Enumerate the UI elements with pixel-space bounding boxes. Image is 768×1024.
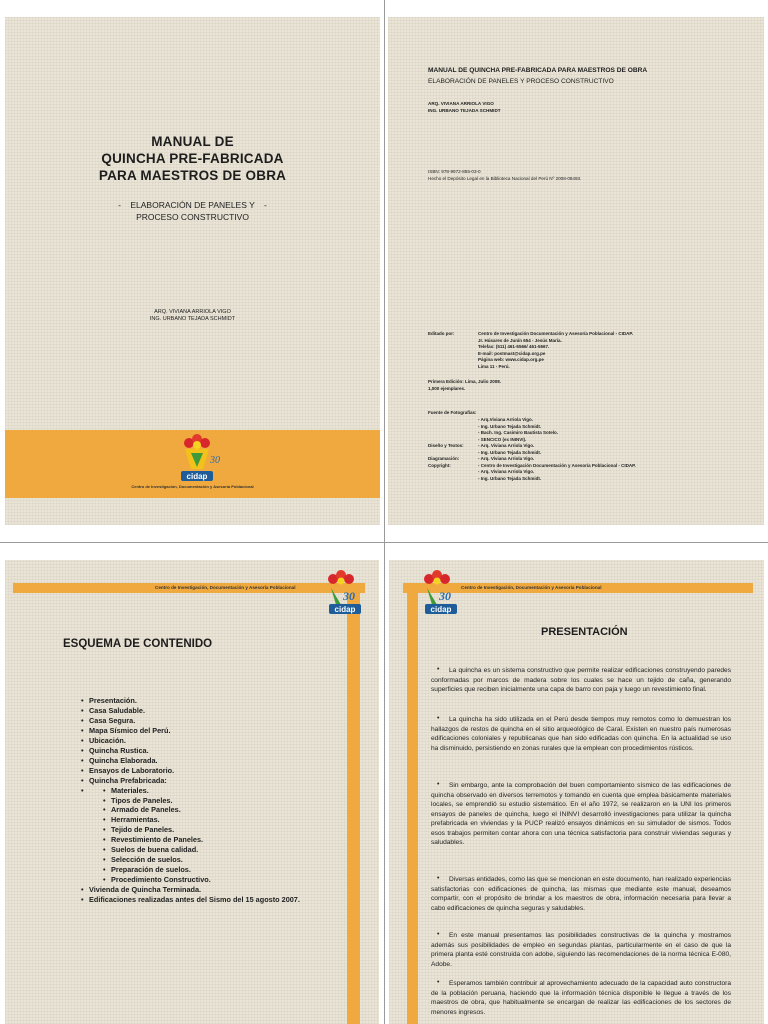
toc-subitem: • Procedimiento Constructivo.	[103, 875, 300, 885]
toc-subitem: • Selección de suelos.	[103, 855, 300, 865]
paragraph-bullet: •	[437, 715, 440, 722]
logo-years: 30	[343, 589, 355, 603]
toc-subitem: • Herramientas.	[103, 815, 300, 825]
toc-page	[5, 560, 379, 1024]
presentation-paragraph: La quincha es un sistema constructivo que permite realizar edificaciones construyendo paredes conformadas por marcos de madera sobre los cuales se hace un tejido de caña, generando superficies que reciben inicialmente una capa de barro con paja y luego un revestimiento final.	[431, 667, 731, 693]
toc-subitem-group	[81, 786, 300, 886]
fuente-label: Fuente de Fotografías:	[428, 410, 477, 415]
credits-title: MANUAL DE QUINCHA PRE-FABRICADA PARA MAESTROS DE OBRA	[428, 67, 648, 74]
presentation-header-text: Centro de Investigación, Documentación y Asesoría Poblacional	[461, 585, 602, 590]
toc-subitem: • Suelos de buena calidad.	[103, 845, 300, 855]
diagramacion-block: - Arq. Viviana Arriola Vigo.	[478, 456, 535, 461]
toc-item: • Ensayos de Laboratorio.	[81, 766, 300, 776]
logo-years: 30	[210, 455, 220, 466]
diseno-block: - Arq. Viviana Arriola Vigo. - Ing. Urbano Tejada Schmidt.	[478, 443, 542, 455]
editado-block: Centro de Investigación Documentación y Asesoría Poblacional - CIDAP. Jr. Húsares de Junín 654 - Jesús María. Telefax: (511) 461-5566/ 461-5567. E-mail: postmast@cidap.org.pe Página web: www.cidap.org.pe Lima 11 - Perú.	[478, 331, 634, 369]
diagramacion-label: Diagramación:	[428, 456, 460, 461]
presentation-title: PRESENTACIÓN	[541, 626, 628, 638]
toc-item: • Mapa Sísmico del Perú.	[81, 726, 300, 736]
page-divider-horizontal	[0, 542, 768, 543]
presentation-page	[389, 560, 764, 1024]
toc-vertical-stripe	[347, 583, 360, 1024]
diseno-label: Diseño y Textos:	[428, 443, 464, 448]
logo-wordmark: cidap	[186, 472, 208, 481]
toc-item: • Edificaciones realizadas antes del Sismo del 15 agosto 2007.	[81, 895, 300, 905]
cover-authors: ARQ. VIVIANA ARRIOLA VIGO ING. URBANO TEJADA SCHMIDT	[149, 309, 236, 322]
toc-subitem: • Preparación de suelos.	[103, 865, 300, 875]
fuente-block: - Arq.Viviana Arriola Vigo. - Ing. Urbano Tejada Schmidt. - Bach. Ing. Casimiro Bautista Sotelo. - SENCICO (ex ININVI).	[478, 417, 559, 442]
logo-wordmark: cidap	[334, 605, 356, 614]
cover-subtitle: - ELABORACIÓN DE PANELES Y - PROCESO CONSTRUCTIVO	[118, 200, 267, 222]
toc-item: • Casa Segura.	[81, 716, 300, 726]
paragraph-bullet: •	[437, 781, 440, 788]
credits-authors: ARQ. VIVIANA ARRIOLA VIGO ING. URBANO TEJADA SCHMIDT	[428, 101, 501, 113]
toc-item: • Vivienda de Quincha Terminada.	[81, 885, 300, 895]
toc-list	[81, 696, 300, 905]
toc-subitem: • • Materiales.	[103, 786, 300, 796]
toc-item: • Quincha Elaborada.	[81, 756, 300, 766]
toc-item: • Presentación.	[81, 696, 300, 706]
toc-subitem: • Armado de Paneles.	[103, 805, 300, 815]
copyright-block: - Centro de Investigación Documentación y Asesoría Poblacional - CIDAP. - Arq. Viviana Arriola Vigo. - Ing. Urbano Tejada Schmidt.	[478, 462, 636, 481]
toc-item: • Casa Saludable.	[81, 706, 300, 716]
toc-subitem: • Tejido de Paneles.	[103, 825, 300, 835]
paragraph-bullet: •	[437, 931, 440, 938]
toc-item: • Ubicación.	[81, 736, 300, 746]
paragraph-bullet: •	[437, 979, 440, 986]
presentation-paragraph: Sin embargo, ante la comprobación del buen comportamiento sísmico de las edificaciones de quincha observado en diversos terremotos y tomando en cuenta que emplea básicamente materiales locales, se emprendió su estudio sistemático. En el año 1972, se realizaron en la UNI los primeros ensayos de paneles de quincha, luego el ININVI desarrolló investigaciones para utilizar la quincha prefabricada en viviendas y la PUCP realizó ensayos dinámicos en su simulador de sismos. Todos esos trabajos permiten contar ahora con una técnica satisfactoria para construir viviendas seguras y saludables.	[431, 782, 731, 846]
toc-title: ESQUEMA DE CONTENIDO	[63, 638, 213, 650]
logo-wordmark: cidap	[430, 605, 452, 614]
toc-item: • Quincha Rustica.	[81, 746, 300, 756]
paragraph-bullet: •	[437, 875, 440, 882]
presentation-paragraph: Esperamos también contribuir al aprovechamiento adecuado de la capacidad auto constructora de la población peruana, haciendo que la información técnica disponible le llegue a través de los maestros de obra, que habitualmente se encargan de realizar las edificaciones de los sectores de menores ingresos.	[431, 980, 731, 1016]
toc-item: • Quincha Prefabricada:	[81, 776, 300, 786]
cover-title: MANUAL DE QUINCHA PRE-FABRICADA PARA MAESTROS DE OBRA	[98, 134, 287, 183]
page-divider-vertical	[384, 0, 385, 1024]
cidap-logo-small	[415, 570, 460, 615]
credits-subtitle: ELABORACIÓN DE PANELES Y PROCESO CONSTRUCTIVO	[428, 78, 614, 85]
toc-header-text: Centro de Investigación, Documentación y Asesoría Poblacional	[155, 585, 296, 590]
credits-page	[388, 17, 764, 525]
edition-info: Primera Edición: Lima, Julio 2008. 1,000 ejemplares.	[428, 379, 502, 391]
presentation-paragraph: La quincha ha sido utilizada en el Perú desde tiempos muy remotos como lo demuestran los hallazgos de restos de quincha en el sitio arqueológico de Caral. Existen en nuestro país numerosas edificaciones coloniales y republicanas que han sido edificadas con quincha. En la actualidad se uso ha disminuido, persistiendo en zonas rurales que la emplean con procedimientos rústicos.	[431, 716, 731, 752]
paragraph-bullet: •	[437, 666, 440, 673]
cidap-logo-small	[319, 570, 364, 615]
presentation-paragraph: En este manual presentamos las posibilidades constructivas de la quincha y mostramos además sus posibilidades de empleo en segundas plantas, particularmente en el caso de que la primera planta esté construida con adobe, siguiendo las recomendaciones de la norma técnica E-080, Adobe.	[431, 932, 731, 968]
credits-isbn: ISBN: 978-9972-855-03-0 Hecho el Depósito Legal en la Biblioteca Nacional del Perú Nº 2008-08493.	[428, 169, 582, 181]
editado-label: Editado por:	[428, 331, 455, 336]
cover-page	[5, 17, 380, 525]
presentation-vertical-stripe	[407, 583, 418, 1024]
toc-subitem: • Tipos de Paneles.	[103, 796, 300, 806]
cover-org-name: Centro de Investigación, Documentación y Asesoría Poblacional	[131, 484, 254, 489]
presentation-paragraph: Diversas entidades, como las que se mencionan en este documento, han realizado experiencias satisfactorias con edificaciones de quincha, las mismas que mediante este manual, deseamos compartir, con el propósito de brindar a los maestros de obra, información necesaria para llevar a cabo edificaciones de quincha seguras y saludables.	[431, 876, 731, 912]
toc-subitem: • Revestimiento de Paneles.	[103, 835, 300, 845]
copyright-label: Copyright:	[428, 462, 451, 468]
cidap-logo	[173, 433, 221, 483]
logo-years: 30	[439, 589, 451, 603]
